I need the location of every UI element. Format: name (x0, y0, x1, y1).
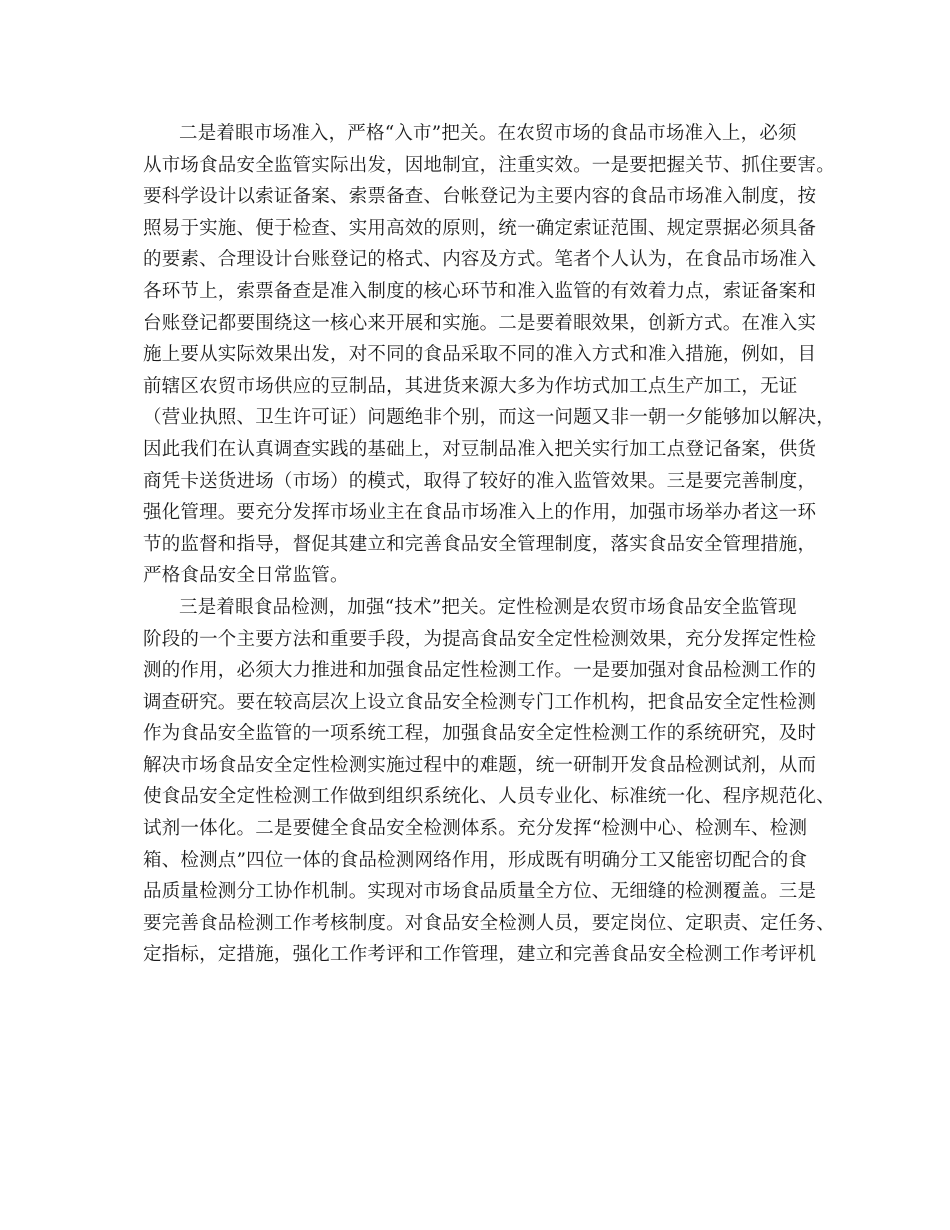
text-line: 要完善食品检测工作考核制度。对食品安全检测人员，要定岗位、定职责、定任务、 (143, 912, 835, 934)
text-line: 节的监督和指导，督促其建立和完善食品安全管理制度，落实食品安全管理措施， (143, 533, 817, 555)
text-line: 使食品安全定性检测工作做到组织系统化、人员专业化、标准统一化、程序规范化、 (143, 786, 835, 808)
paragraph-market-access (143, 118, 835, 592)
text-line: 箱、检测点”四位一体的食品检测网络作用，形成既有明确分工又能密切配合的食 (143, 849, 808, 871)
text-line: 各环节上，索票备查是准入制度的核心环节和准入监管的有效着力点，索证备案和 (143, 280, 817, 302)
text-line: 调查研究。要在较高层次上设立食品安全检测专门工作机构，把食品安全定性检测 (143, 691, 817, 713)
text-line: 台账登记都要围绕这一核心来开展和实施。二是要着眼效果，创新方式。在准入实 (143, 312, 817, 334)
text-line: 阶段的一个主要方法和重要手段，为提高食品安全定性检测效果，充分发挥定性检 (143, 628, 817, 650)
text-line: 从市场食品安全监管实际出发，因地制宜，注重实效。一是要把握关节、抓住要害。 (143, 154, 835, 176)
document-body (143, 118, 835, 971)
text-line: 照易于实施、便于检查、实用高效的原则，统一确定索证范围、规定票据必须具备 (143, 217, 817, 239)
text-line: 商凭卡送货进场（市场）的模式，取得了较好的准入监管效果。三是要完善制度， (143, 470, 817, 492)
text-line: （营业执照、卫生许可证）问题绝非个别，而这一问题又非一朝一夕能够加以解决， (143, 407, 835, 429)
text-line: 前辖区农贸市场供应的豆制品，其进货来源大多为作坊式加工点生产加工，无证 (143, 375, 798, 397)
text-line: 品质量检测分工协作机制。实现对市场食品质量全方位、无细缝的检测覆盖。三是 (143, 881, 817, 903)
paragraph-food-testing (143, 592, 835, 971)
text-line: 解决市场食品安全定性检测实施过程中的难题，统一研制开发食品检测试剂，从而 (143, 754, 817, 776)
text-line: 因此我们在认真调查实践的基础上，对豆制品准入把关实行加工点登记备案，供货 (143, 438, 817, 460)
text-line: 强化管理。要充分发挥市场业主在食品市场准入上的作用，加强市场举办者这一环 (143, 502, 817, 524)
text-line: 施上要从实际效果出发，对不同的食品采取不同的准入方式和准入措施，例如，目 (143, 344, 817, 366)
text-line: 三是着眼食品检测，加强“技术”把关。定性检测是农贸市场食品安全监管现 (179, 596, 797, 618)
text-line: 测的作用，必须大力推进和加强食品定性检测工作。一是要加强对食品检测工作的 (143, 660, 817, 682)
text-line: 二是着眼市场准入，严格“入市”把关。在农贸市场的食品市场准入上，必须 (179, 123, 797, 144)
text-line: 的要素、合理设计台账登记的格式、内容及方式。笔者个人认为，在食品市场准入 (143, 249, 817, 271)
text-line: 试剂一体化。二是要健全食品安全检测体系。充分发挥“检测中心、检测车、检测 (143, 818, 808, 840)
text-line: 严格食品安全日常监管。 (143, 565, 349, 587)
text-line: 要科学设计以索证备案、索票备查、台帐登记为主要内容的食品市场准入制度，按 (143, 186, 817, 208)
text-line: 作为食品安全监管的一项系统工程，加强食品安全定性检测工作的系统研究，及时 (143, 723, 817, 745)
text-line: 定指标，定措施，强化工作考评和工作管理，建立和完善食品安全检测工作考评机 (143, 944, 817, 966)
